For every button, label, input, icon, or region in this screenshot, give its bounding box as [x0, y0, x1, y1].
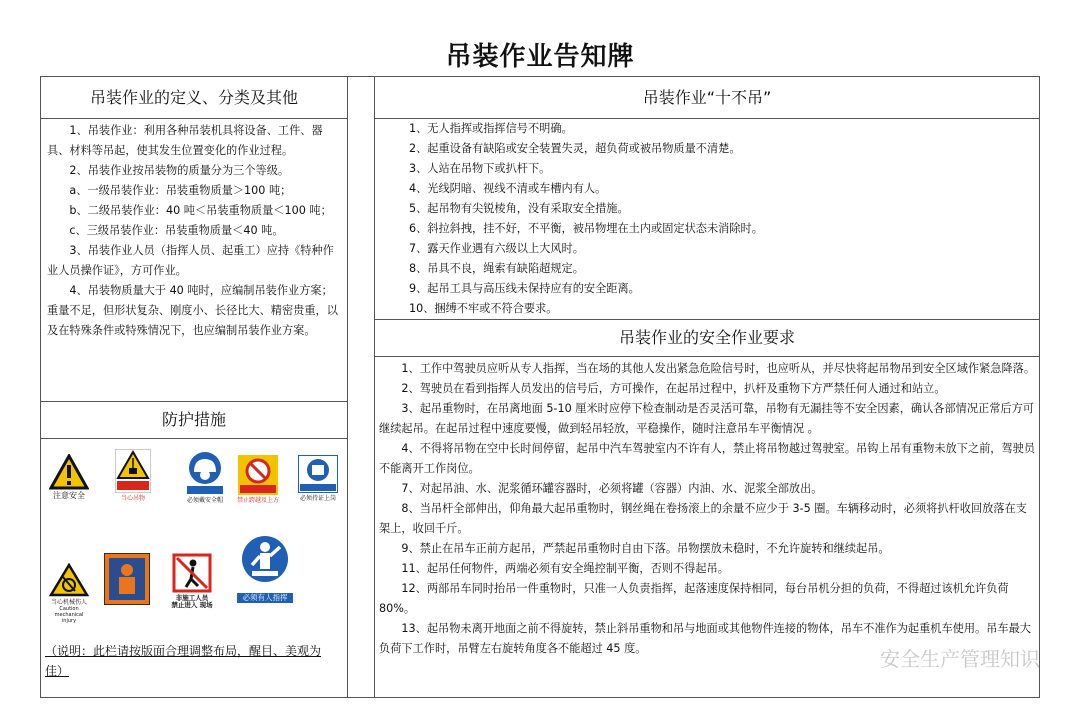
requirement-paragraph: 3、起吊重物时，在吊离地面 5-10 厘米时应停下检查制动是否灵活可靠，吊物有无漏挂等不安全因素，确认各部情况正常后方可继续起吊。在起吊过程中速度要慢，做到轻吊轻放，平稳操作，随时注意吊车平衡情况 。: [379, 402, 1034, 435]
requirement-paragraph: 2、驾驶员在看到指挥人员发出的信号后，方可操作，在起吊过程中，扒杆及重物下方严禁任何人通过和站立。: [401, 382, 946, 395]
helmet-mandatory-icon: [185, 451, 225, 495]
definition-paragraph: 1、吊装作业：利用各种吊装机具将设备、工件、器具、材料等吊起，使其发生位置变化的作业过程。: [47, 124, 323, 157]
requirement-paragraph: 11、起吊任何物件，两端必须有安全绳控制平衡，否则不得起吊。: [401, 562, 729, 575]
sign-label: 必须持证上岗: [299, 495, 336, 502]
sign-hanging-load: [113, 449, 153, 502]
watermark: 安全生产管理知识: [880, 647, 1040, 671]
requirement-paragraph: 8、当吊杆全部伸出，仰角最大起吊重物时，钢丝绳在卷扬滚上的余量不应少于 3-5 圈。车辆移动时，必须将扒杆收回放落在支架上，收回千斤。: [379, 502, 1027, 535]
sign-label: 禁止跨越及上方: [237, 497, 280, 504]
list-item: 2、起重设备有缺陷或安全装置失灵，超负荷或被吊物质量不清楚。: [409, 142, 741, 155]
sign-label: 非施工人员: [175, 594, 209, 602]
protection-heading: 防护措施: [41, 401, 347, 439]
sign-helmet: [183, 451, 227, 504]
no-entry-person-icon: [172, 553, 212, 593]
left-column: [41, 77, 348, 697]
ten-no-lift-heading: 吊装作业“十不吊”: [375, 77, 1039, 119]
list-item: 5、起吊物有尖锐棱角，没有采取安全措施。: [409, 202, 629, 215]
definition-paragraph: b、二级吊装作业：40 吨＜吊装重物质量＜100 吨；: [69, 204, 332, 217]
command-mandatory-icon: [238, 535, 292, 591]
requirement-paragraph: 4、不得将吊物在空中长时间停留，起吊中汽车驾驶室内不许有人，禁止将吊物越过驾驶室。吊钩上吊有重物未放下之前，驾驶员不能离开工作岗位。: [379, 442, 1036, 475]
sign-label: 必须戴安全帽: [186, 497, 223, 504]
worker-orange-sign-icon: [104, 553, 150, 605]
requirement-paragraph: 7、对起吊油、水、泥浆循环罐容器时，必须将罐（容器）内油、水、泥浆全部放出。: [401, 482, 823, 495]
list-item: 4、光线阴暗、视线不清或车槽内有人。: [409, 182, 607, 195]
page-title: 吊装作业告知牌: [445, 42, 635, 72]
definition-paragraph: c、三级吊装作业：吊装重物质量＜40 吨。: [69, 224, 284, 237]
notice-board: [40, 76, 1040, 698]
warning-triangle-icon: [49, 454, 89, 490]
requirement-paragraph: 1、工作中驾驶员应听从专人指挥，当在场的其他人发出紧急危险信号时，也应听从，并尽快将起吊物吊到安全区域作紧急降落。: [401, 362, 1036, 375]
layout-note: （说明：此栏请按版面合理调整布局，醒目、美观为佳）: [45, 644, 322, 678]
safety-signs: [41, 439, 347, 639]
definition-paragraph: 4、吊装物质量大于 40 吨时，应编制吊装作业方案；重量不足，但形状复杂、刚度小、长径比大、精密贵重，以及在特殊条件或特殊情况下，也应编制吊装作业方案。: [47, 284, 338, 337]
column-gap: [348, 77, 375, 697]
definition-paragraph: 3、吊装作业人员（指挥人员、起重工）应持《特种作业人员操作证》，方可作业。: [47, 244, 334, 277]
sign-no-entry: [169, 553, 215, 609]
list-item: 3、人站在吊物下或扒杆下。: [409, 162, 551, 175]
sign-label: 当心吊物: [120, 495, 145, 502]
sign-mechanical-injury: [47, 563, 91, 624]
sign-caution: [47, 454, 91, 499]
safety-requirements-heading: 吊装作业的安全作业要求: [375, 319, 1039, 357]
certificate-mandatory-icon: [298, 455, 338, 493]
definition-paragraph: 2、吊装作业按吊装物的质量分为三个等级。: [69, 164, 290, 177]
requirement-paragraph: 12、两部吊车同时抬吊一件重物时，只准一人负责指挥，起落速度保持相同，每台吊机分担的负荷，不得超过该机允许负荷 80%。: [379, 582, 1009, 615]
sign-command: [237, 535, 293, 603]
hanging-load-warning-icon: [115, 449, 151, 493]
sign-label: 必须有人指挥: [237, 593, 293, 603]
sign-worker: [101, 553, 153, 607]
sign-label: 当心机械伤人: [50, 599, 87, 606]
list-item: 10、捆缚不牢或不符合要求。: [409, 302, 558, 315]
sign-sublabel: 禁止进入 现场: [171, 601, 213, 609]
list-item: 9、起吊工具与高压线未保持应有的安全距离。: [409, 282, 640, 295]
requirement-paragraph: 13、起吊物未离开地面之前不得旋转，禁止斜吊重物和吊与地面或其他物件连接的物体，吊车不准作为起重机车使用。吊车最大负荷下工作时，吊臂左右旋转角度各不能超过 45 度。: [379, 622, 1031, 655]
list-item: 6、斜拉斜拽，挂不好，不平衡，被吊物埋在土内或固定状态未消除时。: [409, 222, 763, 235]
definition-body: [41, 121, 347, 401]
sign-certificate: [297, 455, 339, 502]
definition-heading: 吊装作业的定义、分类及其他: [41, 77, 347, 119]
right-column: [375, 77, 1039, 697]
requirement-paragraph: 9、禁止在吊车正前方起吊，严禁起吊重物时自由下落。吊物摆放未稳时，不允许旋转和继续起吊。: [401, 542, 890, 555]
ten-no-lift-list: [375, 119, 1039, 319]
definition-paragraph: a、一级吊装作业：吊装重物质量＞100 吨；: [69, 184, 292, 197]
list-item: 7、露天作业遇有六级以上大风时。: [409, 242, 584, 255]
sign-prohibition: [237, 455, 279, 504]
list-item: 8、吊具不良，绳索有缺陷超规定。: [409, 262, 584, 275]
sign-sublabel: Caution mechanical injury: [54, 606, 84, 624]
prohibition-icon: [238, 455, 278, 495]
list-item: 1、无人指挥或指挥信号不明确。: [409, 122, 573, 135]
sign-label: 注意安全: [53, 491, 85, 500]
mechanical-injury-warning-icon: [49, 563, 89, 597]
